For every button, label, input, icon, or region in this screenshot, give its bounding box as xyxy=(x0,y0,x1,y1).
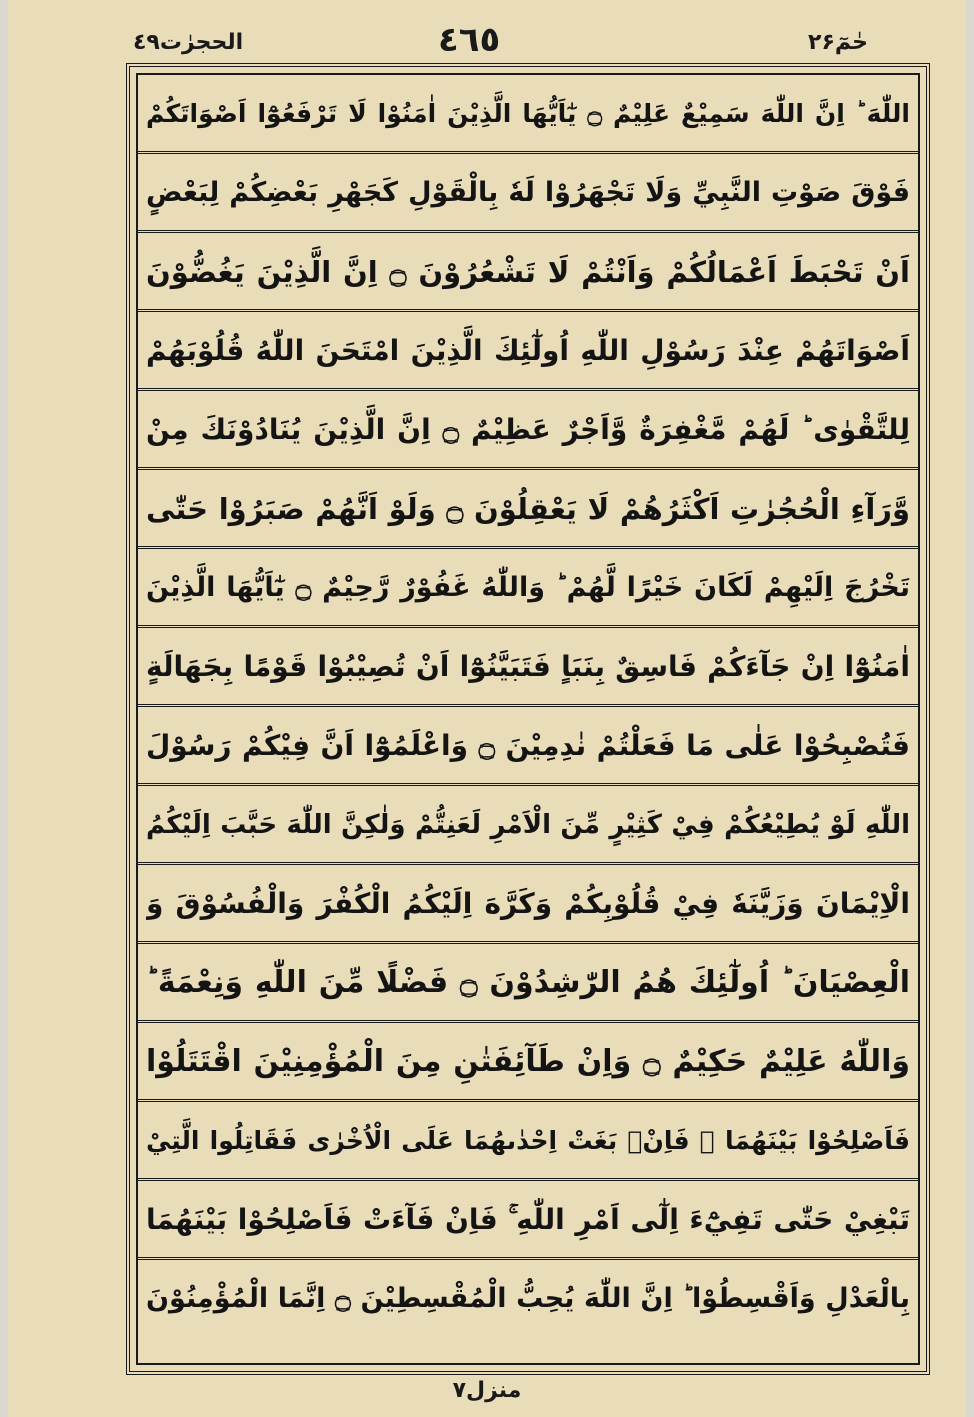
verse-line-text: وَّرَآءِ الْحُجُرٰتِ اَكْثَرُهُمْ لَا يَعْقِلُوْنَ ۝ وَلَوْ اَنَّهُمْ صَبَرُوْا حَتّٰى xyxy=(146,492,910,526)
verse-line xyxy=(138,1102,918,1181)
verse-line xyxy=(138,233,918,312)
verse-line-text: اٰمَنُوْٓا اِنْ جَآءَكُمْ فَاسِقٌ بِنَبَاٍ فَتَبَيَّنُوْٓا اَنْ تُصِيْبُوْا قَوْمًا بِجَهَالَةٍ xyxy=(146,650,910,683)
manzil-label: منزل۷ xyxy=(452,1378,522,1403)
page-footer xyxy=(8,1378,966,1414)
page-header xyxy=(8,0,966,60)
verse-line-text: وَاللّٰهُ عَلِيْمٌ حَكِيْمٌ ۝ وَاِنْ طَآئِفَتٰنِ مِنَ الْمُؤْمِنِيْنَ اقْتَتَلُوْا xyxy=(146,1044,910,1079)
verse-line xyxy=(138,312,918,391)
juz-name: حٰمٓ۲۶ xyxy=(808,30,868,55)
verse-lines xyxy=(138,75,918,1363)
verse-line-text: الْعِصْيَانَ ؕ اُولٰٓئِكَ هُمُ الرّٰشِدُوْنَ ۝ فَضْلًا مِّنَ اللّٰهِ وَنِعْمَةً ؕ xyxy=(146,965,910,1000)
verse-line-text: اَنْ تَحْبَطَ اَعْمَالُكُمْ وَاَنْتُمْ لَا تَشْعُرُوْنَ ۝ اِنَّ الَّذِيْنَ يَغُضُّوْنَ xyxy=(146,255,910,289)
verse-line xyxy=(138,75,918,154)
verse-line xyxy=(138,707,918,786)
verse-line xyxy=(138,1181,918,1260)
verse-line-text: اللّٰهِ لَوْ يُطِيْعُكُمْ فِيْ كَثِيْرٍ مِّنَ الْاَمْرِ لَعَنِتُّمْ وَلٰكِنَّ اللّٰهَ حَبَّبَ اِلَيْكُمُ xyxy=(146,810,910,840)
verse-line-text: فَتُصْبِحُوْا عَلٰى مَا فَعَلْتُمْ نٰدِمِيْنَ ۝ وَاعْلَمُوْٓا اَنَّ فِيْكُمْ رَسُوْلَ xyxy=(146,729,910,762)
verse-line xyxy=(138,865,918,944)
verse-line xyxy=(138,154,918,233)
verse-line xyxy=(138,391,918,470)
verse-line-text: اللّٰهَ ؕ اِنَّ اللّٰهَ سَمِيْعٌ عَلِيْمٌ ۝ يٰٓاَيُّهَا الَّذِيْنَ اٰمَنُوْا لَا تَرْفَعُوْٓا اَصْوَاتَكُمْ xyxy=(146,99,910,128)
verse-line-text: فَوْقَ صَوْتِ النَّبِيِّ وَلَا تَجْهَرُوْا لَهٗ بِالْقَوْلِ كَجَهْرِ بَعْضِكُمْ لِبَعْضٍ xyxy=(146,177,910,208)
verse-line-text: تَخْرُجَ اِلَيْهِمْ لَكَانَ خَيْرًا لَّهُمْ ؕ وَاللّٰهُ غَفُوْرٌ رَّحِيْمٌ ۝ يٰٓاَيُّهَا الَّذِيْنَ xyxy=(146,572,910,603)
surah-name: الحجرٰت٤٩ xyxy=(133,30,244,55)
verse-line-text: لِلتَّقْوٰى ؕ لَهُمْ مَّغْفِرَةٌ وَّاَجْرٌ عَظِيْمٌ ۝ اِنَّ الَّذِيْنَ يُنَادُوْنَكَ مِنْ xyxy=(146,413,910,446)
mushaf-page xyxy=(8,0,966,1417)
verse-line xyxy=(138,1260,918,1339)
verse-line xyxy=(138,944,918,1023)
verse-line-text: بِالْعَدْلِ وَاَقْسِطُوْا ؕ اِنَّ اللّٰهَ يُحِبُّ الْمُقْسِطِيْنَ ۝ اِنَّمَا الْمُؤْمِنُوْنَ xyxy=(146,1283,910,1314)
verse-line-text: فَاَصْلِحُوْا بَيْنَهُمَا ۚ فَاِنْۢ بَغَتْ اِحْدٰىهُمَا عَلَى الْاُخْرٰى فَقَاتِلُوا الَّتِيْ xyxy=(146,1126,910,1155)
verse-line xyxy=(138,549,918,628)
text-frame xyxy=(126,63,930,1375)
verse-line-text: الْاِيْمَانَ وَزَيَّنَهٗ فِيْ قُلُوْبِكُمْ وَكَرَّهَ اِلَيْكُمُ الْكُفْرَ وَالْفُسُوْقَ وَ xyxy=(146,887,910,920)
verse-line-text: اَصْوَاتَهُمْ عِنْدَ رَسُوْلِ اللّٰهِ اُولٰٓئِكَ الَّذِيْنَ امْتَحَنَ اللّٰهُ قُلُوْبَهُمْ xyxy=(146,334,910,367)
page-number: ٤٦٥ xyxy=(438,20,501,60)
verse-line xyxy=(138,628,918,707)
verse-line-text: تَبْغِيْ حَتّٰى تَفِيْٓءَ اِلٰٓى اَمْرِ اللّٰهِ ۚ فَاِنْ فَآءَتْ فَاَصْلِحُوْا بَيْنَهُمَا xyxy=(146,1203,910,1236)
verse-line xyxy=(138,786,918,865)
verse-line xyxy=(138,470,918,549)
verse-line xyxy=(138,1023,918,1102)
text-frame-inner xyxy=(136,73,920,1365)
